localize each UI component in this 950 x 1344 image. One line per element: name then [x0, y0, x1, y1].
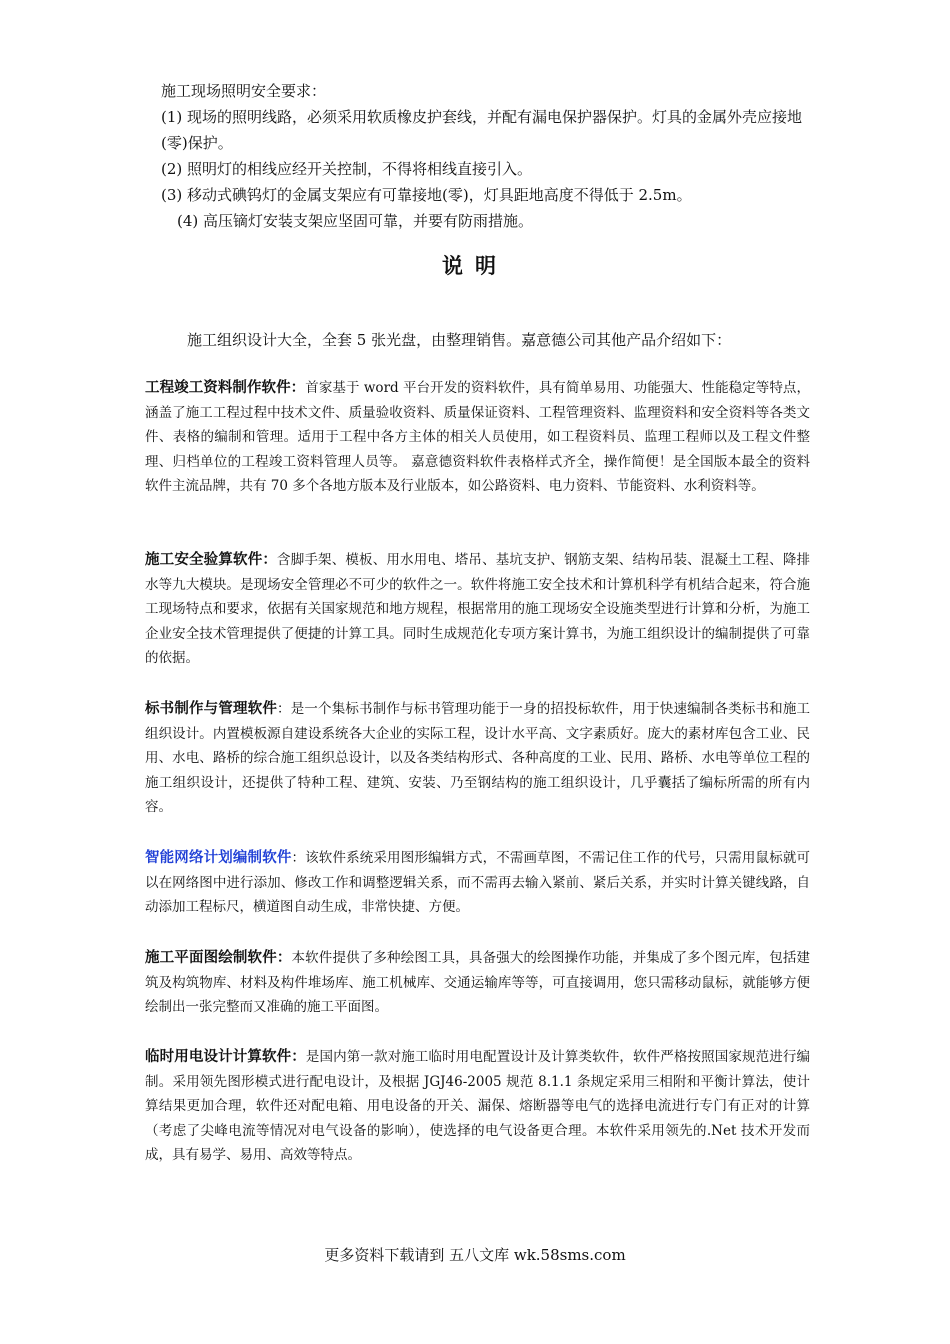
requirement-item: (1) 现场的照明线路，必须采用软质橡皮护套线，并配有漏电保护器保护。灯具的金属外壳应接地(零)保护。 [161, 108, 803, 152]
product-name-highlighted: 智能网络计划编制软件 [145, 850, 292, 866]
product-paragraph [145, 376, 810, 499]
product-paragraph [145, 846, 810, 920]
product-name: 标书制作与管理软件 [145, 701, 278, 717]
product-description: 含脚手架、模板、用水用电、塔吊、基坑支护、钢筋支架、结构吊装、混凝土工程、降排水等九大模块。是现场安全管理必不可少的软件之一。软件将施工安全技术和计算机科学有机结合起来，符合施工现场特点和要求，依据有关国家规范和地方规程，根据常用的施工现场安全设施类型进行计算和分析，为施工企业安全技术管理提供了便捷的计算工具。同时生成规范化专项方案计算书，为施工组织设计的编制提供了可靠的依据。 [145, 552, 810, 667]
product-paragraph [145, 697, 810, 820]
product-name: 施工安全验算软件： [145, 552, 278, 568]
requirements-title: 施工现场照明安全要求： [161, 82, 327, 100]
requirement-item: (3) 移动式碘钨灯的金属支架应有可靠接地(零)，灯具距地高度不得低于 2.5m。 [161, 186, 692, 204]
intro-paragraph: 施工组织设计大全，全套 5 张光盘，由整理销售。嘉意德公司其他产品介绍如下： [187, 331, 732, 349]
product-paragraph [145, 548, 810, 671]
product-name: 工程竣工资料制作软件： [145, 380, 306, 396]
product-name: 施工平面图绘制软件： [145, 950, 292, 966]
product-name: 临时用电设计计算软件： [145, 1049, 306, 1065]
requirement-item: (4) 高压镝灯安装支架应坚固可靠，并要有防雨措施。 [177, 212, 534, 230]
product-paragraph [145, 1045, 810, 1168]
product-description: ：该软件系统采用图形编辑方式，不需画草图，不需记住工作的代号，只需用鼠标就可以在网络图中进行添加、修改工作和调整逻辑关系，而不需再去输入紧前、紧后关系，并实时计算关键线路，自动添加工程标尺，横道图自动生成，非常快捷、方便。 [145, 850, 811, 916]
requirement-item: (2) 照明灯的相线应经开关控制，不得将相线直接引入。 [161, 160, 533, 178]
section-heading: 说明 [442, 254, 508, 278]
product-description: 是国内第一款对施工临时用电配置设计及计算类软件，软件严格按照国家规范进行编制。采用领先图形模式进行配电设计，及根据 JGJ46-2005 规范 8.1.1 条规定采用三相附和平衡计算法，使计算结果更加合理，软件还对配电箱、用电设备的开关、漏保、熔断器等电气的选择电流进行专门有正对的计算（考虑了尖峰电流等情况对电气设备的影响），使选择的电气设备更合理。本软件采用领先的.Net 技术开发而成，具有易学、易用、高效等特点。 [145, 1049, 811, 1164]
product-description: 首家基于 word 平台开发的资料软件，具有简单易用、功能强大、性能稳定等特点，涵盖了施工工程过程中技术文件、质量验收资料、质量保证资料、工程管理资料、监理资料和安全资料等各类文件、表格的编制和管理。适用于工程中各方主体的相关人员使用，如工程资料员、监理工程师以及工程文件整理、归档单位的工程竣工资料管理人员等。 嘉意德资料软件表格样式齐全，操作简便！是全国版本最全的资料软件主流品牌，共有 70 多个各地方版本及行业版本，如公路资料、电力资料、节能资料、水利资料等。 [145, 380, 810, 495]
product-description: 本软件提供了多种绘图工具，具备强大的绘图操作功能，并集成了多个图元库，包括建筑及构筑物库、材料及构件堆场库、施工机械库、交通运输库等等，可直接调用，您只需移动鼠标，就能够方便绘制出一张完整而又准确的施工平面图。 [145, 950, 811, 1016]
product-paragraph [145, 946, 810, 1020]
lighting-requirements [145, 78, 810, 234]
product-description: ：是一个集标书制作与标书管理功能于一身的招投标软件，用于快速编制各类标书和施工组织设计。内置模板源自建设系统各大企业的实际工程，设计水平高、文字素质好。庞大的素材库包含工业、民用、水电、路桥的综合施工组织总设计，以及各类结构形式、各种高度的工业、民用、路桥、水电等单位工程的施工组织设计，还提供了特种工程、建筑、安装、乃至钢结构的施工组织设计，几乎囊括了编标所需的所有内容。 [145, 701, 810, 816]
page-footer: 更多资料下载请到 五八文库 wk.58sms.com [324, 1246, 626, 1264]
